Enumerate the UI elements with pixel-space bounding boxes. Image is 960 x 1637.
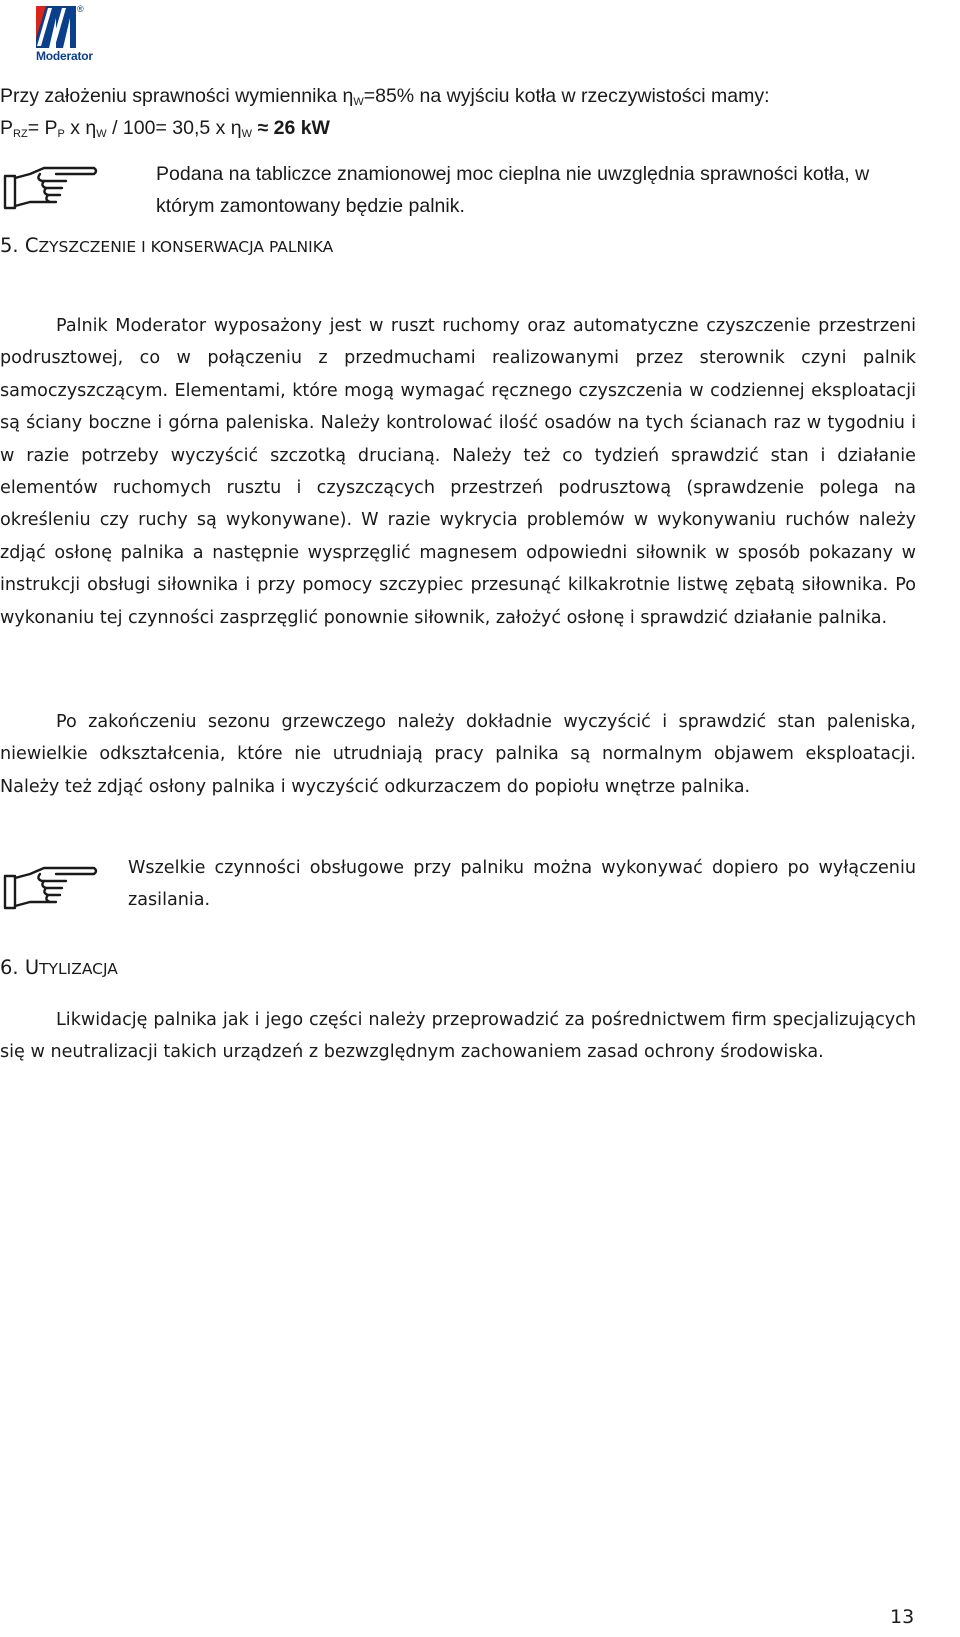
efficiency-line-1: Przy założeniu sprawności wymiennika $\eta_W=85\%$ na wyjściu kotła w rzeczywistości mamy: xyxy=(0,85,770,108)
page-number: 13 xyxy=(890,1606,915,1628)
efficiency-result: 26 kW xyxy=(273,117,330,139)
cleaning-paragraph: Palnik Moderator wyposażony jest w ruszt ruchomy oraz automatyczne czyszczenie przestrzeni podrusztowej, co w połączeniu z przedmuchami realizowanymi przez sterownik czyni palnik samoczyszczącym. Elementami, które mogą wymagać ręcznego czyszczenia w codziennej eksploatacji są ściany boczne i górna paleniska. Należy kontrolować ilość osadów na tych ścianach raz w tygodniu i w razie potrzeby wyczyścić szczotką drucianą. Należy też co tydzień sprawdzić stan i działanie elementów ruchomych rusztu i czyszczących przestrzeń podrusztową (sprawdzenie polega na określeniu czy ruchy są wykonywane). W razie wykrycia problemów w wykonywaniu ruchów należy zdjąć osłonę palnika a następnie wysprzęglić magnesem odpowiedni siłownik w sposób pokazany w instrukcji obsługi siłownika i przy pomocy szczypiec przesunąć kilkakrotnie listwę zębatą siłownika. Po wykonaniu tej czynności zasprzęglić ponownie siłownik, założyć osłonę i sprawdzić działanie palnika. xyxy=(0,316,916,628)
note-burner-efficiency: Podana na tabliczce znamionowej moc cieplna nie uwzględnia sprawności kotła, w którym zamontowany będzie palnik. xyxy=(156,163,870,217)
disposal-paragraph: Likwidację palnika jak i jego części należy przeprowadzić za pośrednictwem firm specjalizujących się w neutralizacji takich urządzeń z bezwzględnym zachowaniem zasad ochrony środowiska. xyxy=(0,1010,916,1063)
moderator-logo xyxy=(36,4,93,63)
efficiency-formula: $P_{RZ}= P_P$ x $\eta_W / 100= 30,5$ x $\eta_W \approx 26$ kW xyxy=(0,117,330,140)
logo-brand-text: Moderator xyxy=(36,49,93,63)
pointing-hand-icon xyxy=(0,862,100,912)
registered-mark: ® xyxy=(77,4,84,14)
note-power-off: Wszelkie czynności obsługowe przy palniku można wykonywać dopiero po wyłączeniu zasilania. xyxy=(128,858,916,911)
season-end-paragraph: Po zakończeniu sezonu grzewczego należy dokładnie wyczyścić i sprawdzić stan paleniska, niewielkie odkształcenia, które nie utrudniają pracy palnika są normalnym objawem eksploatacji. Należy też zdjąć osłony palnika i wyczyścić odkurzaczem do popiołu wnętrze palnika. xyxy=(0,712,916,797)
moderator-logo-mark xyxy=(36,6,76,48)
pointing-hand-icon xyxy=(0,162,100,212)
section-6-heading: 6. UTYLIZACJA xyxy=(0,956,118,979)
section-5-heading: 5. CZYSZCZENIE I KONSERWACJA PALNIKA xyxy=(0,234,334,257)
